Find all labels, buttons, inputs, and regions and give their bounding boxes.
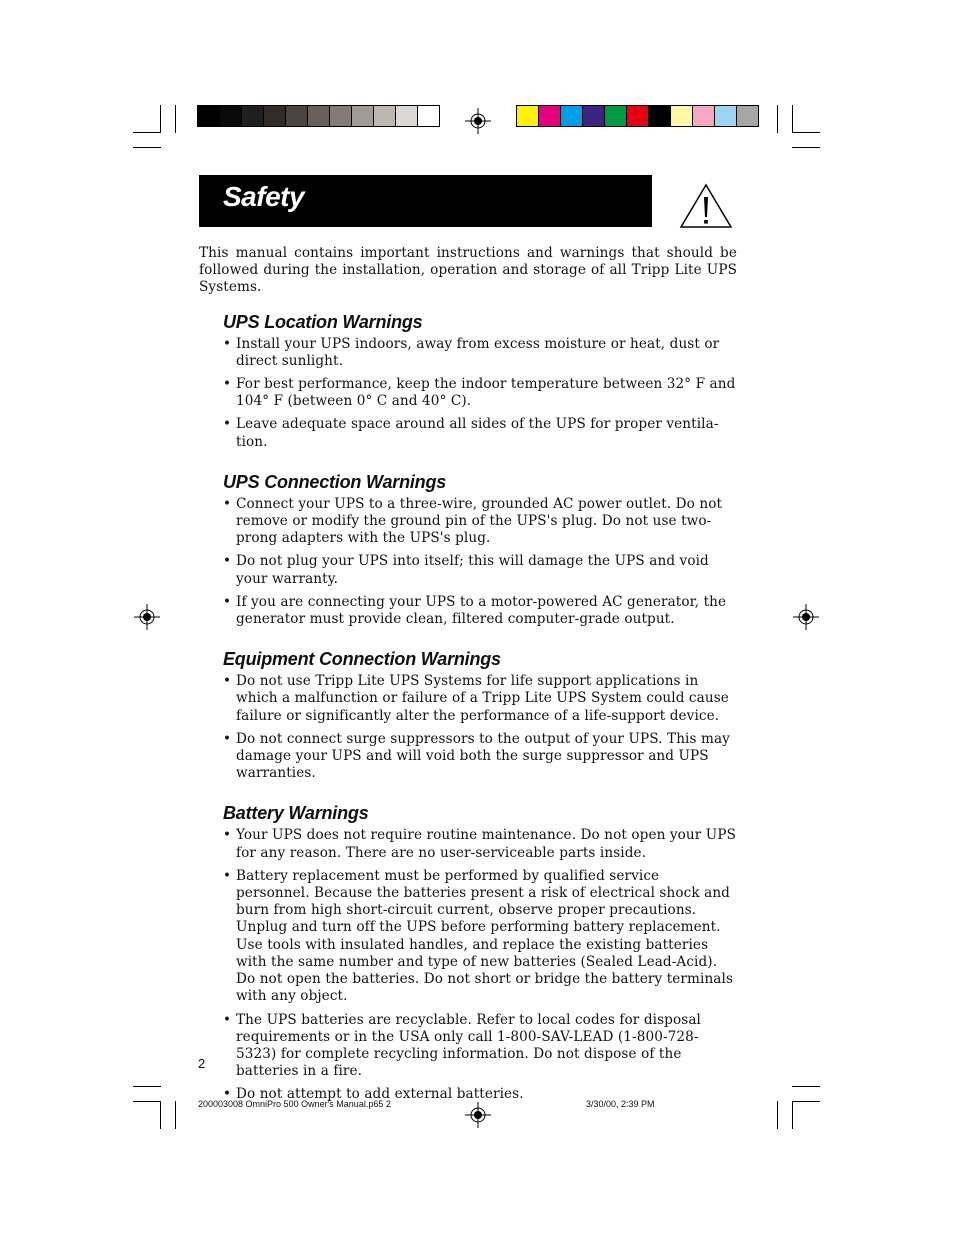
warning-section: [223, 648, 737, 782]
crop-mark: [160, 105, 161, 133]
crop-mark: [792, 1101, 820, 1102]
list-item: • The UPS batteries are recyclable. Refer to local codes for disposal requirements or in the USA only call 1-800-SAV-LEAD (1-800-728-5323) for complete recycling information. Do not dispose of the batteries in a fire.: [223, 1012, 737, 1081]
color-swatch: [671, 106, 693, 126]
color-swatch: [308, 106, 330, 126]
crop-mark: [175, 1101, 176, 1129]
section-heading: Battery Warnings: [223, 803, 369, 824]
color-swatch: [198, 106, 220, 126]
color-swatch: [561, 106, 583, 126]
color-swatch: [605, 106, 627, 126]
color-swatch: [330, 106, 352, 126]
registration-mark-icon: [793, 604, 819, 630]
section-heading: UPS Location Warnings: [223, 311, 423, 332]
list-item: • Battery replacement must be performed by qualified service personnel. Because the batteries present a risk of electrical shock and burn from high short-circuit current, observe proper precautions. Unplug and turn off the UPS before performing battery replacement. Use tools with insulated handles, and replace the existing batteries with the same number and type of new batteries (Sealed Lead-Acid). Do not open the batteries. Do not short or bridge the battery terminals with any object.: [223, 868, 737, 1006]
crop-mark: [133, 1101, 161, 1102]
color-swatch: [220, 106, 242, 126]
page-title: Safety: [223, 181, 305, 212]
page-number: 2: [198, 1056, 206, 1071]
warning-section: [223, 802, 737, 1103]
color-swatch: [693, 106, 715, 126]
list-item: • Do not plug your UPS into itself; this will damage the UPS and void your warranty.: [223, 553, 737, 587]
list-item: • Connect your UPS to a three-wire, grounded AC power outlet. Do not remove or modify the ground pin of the UPS's plug. Do not use two-prong adapters with the UPS's plug.: [223, 496, 737, 548]
warning-list: [223, 827, 737, 1103]
footer-filename: 200003008 OmniPro 500 Owner's Manual.p65 2: [198, 1099, 391, 1109]
list-item: • Do not connect surge suppressors to the output of your UPS. This may damage your UPS and will void both the surge suppressor and UPS warranties.: [223, 731, 737, 783]
list-item: • For best performance, keep the indoor temperature between 32° F and 104° F (between 0° C and 40° C).: [223, 376, 737, 410]
list-item: • Do not use Tripp Lite UPS Systems for life support applications in which a malfunction or failure of a Tripp Lite UPS System could cause failure or significantly alter the performance of a life-support device.: [223, 673, 737, 725]
crop-mark: [160, 1101, 161, 1129]
crop-mark: [777, 1101, 778, 1129]
color-swatch: [627, 106, 649, 126]
crop-mark: [792, 132, 820, 133]
list-item: • Install your UPS indoors, away from excess moisture or heat, dust or direct sunlight.: [223, 336, 737, 370]
color-swatch: [264, 106, 286, 126]
list-item: • Leave adequate space around all sides of the UPS for proper ventila-tion.: [223, 416, 737, 450]
color-swatch: [517, 106, 539, 126]
color-swatch: [396, 106, 418, 126]
safety-content: [199, 245, 737, 1124]
crop-mark: [792, 1086, 820, 1087]
color-swatch: [715, 106, 737, 126]
list-item: • Do not attempt to add external batteries.: [223, 1086, 737, 1103]
cmyk-color-bar: [516, 105, 759, 127]
color-swatch: [352, 106, 374, 126]
crop-mark: [777, 105, 778, 133]
grayscale-color-bar: [197, 105, 440, 127]
crop-mark: [133, 147, 161, 148]
crop-mark: [792, 147, 820, 148]
intro-paragraph: This manual contains important instructions and warnings that should be followed during the installation, operation and storage of all Tripp Lite UPS Systems.: [199, 245, 737, 296]
color-swatch: [649, 106, 671, 126]
warning-section: [223, 311, 737, 451]
crop-mark: [133, 132, 161, 133]
registration-mark-icon: [134, 604, 160, 630]
warning-list: [223, 673, 737, 782]
color-swatch: [737, 106, 758, 126]
color-swatch: [418, 106, 439, 126]
warning-triangle-icon: [679, 183, 733, 229]
registration-mark-icon: [465, 108, 491, 134]
crop-mark: [792, 105, 793, 133]
warning-list: [223, 496, 737, 628]
crop-mark: [792, 1101, 793, 1129]
warning-section: [223, 471, 737, 628]
list-item: • If you are connecting your UPS to a motor-powered AC generator, the generator must provide clean, filtered computer-grade output.: [223, 594, 737, 628]
color-swatch: [539, 106, 561, 126]
footer-timestamp: 3/30/00, 2:39 PM: [586, 1099, 655, 1109]
warning-list: [223, 336, 737, 451]
section-heading: Equipment Connection Warnings: [223, 649, 501, 670]
list-item: • Your UPS does not require routine maintenance. Do not open your UPS for any reason. There are no user-serviceable parts inside.: [223, 827, 737, 861]
color-swatch: [242, 106, 264, 126]
color-swatch: [583, 106, 605, 126]
color-swatch: [286, 106, 308, 126]
crop-mark: [175, 105, 176, 133]
crop-mark: [133, 1086, 161, 1087]
section-heading: UPS Connection Warnings: [223, 471, 447, 492]
color-swatch: [374, 106, 396, 126]
title-banner: [199, 175, 652, 227]
